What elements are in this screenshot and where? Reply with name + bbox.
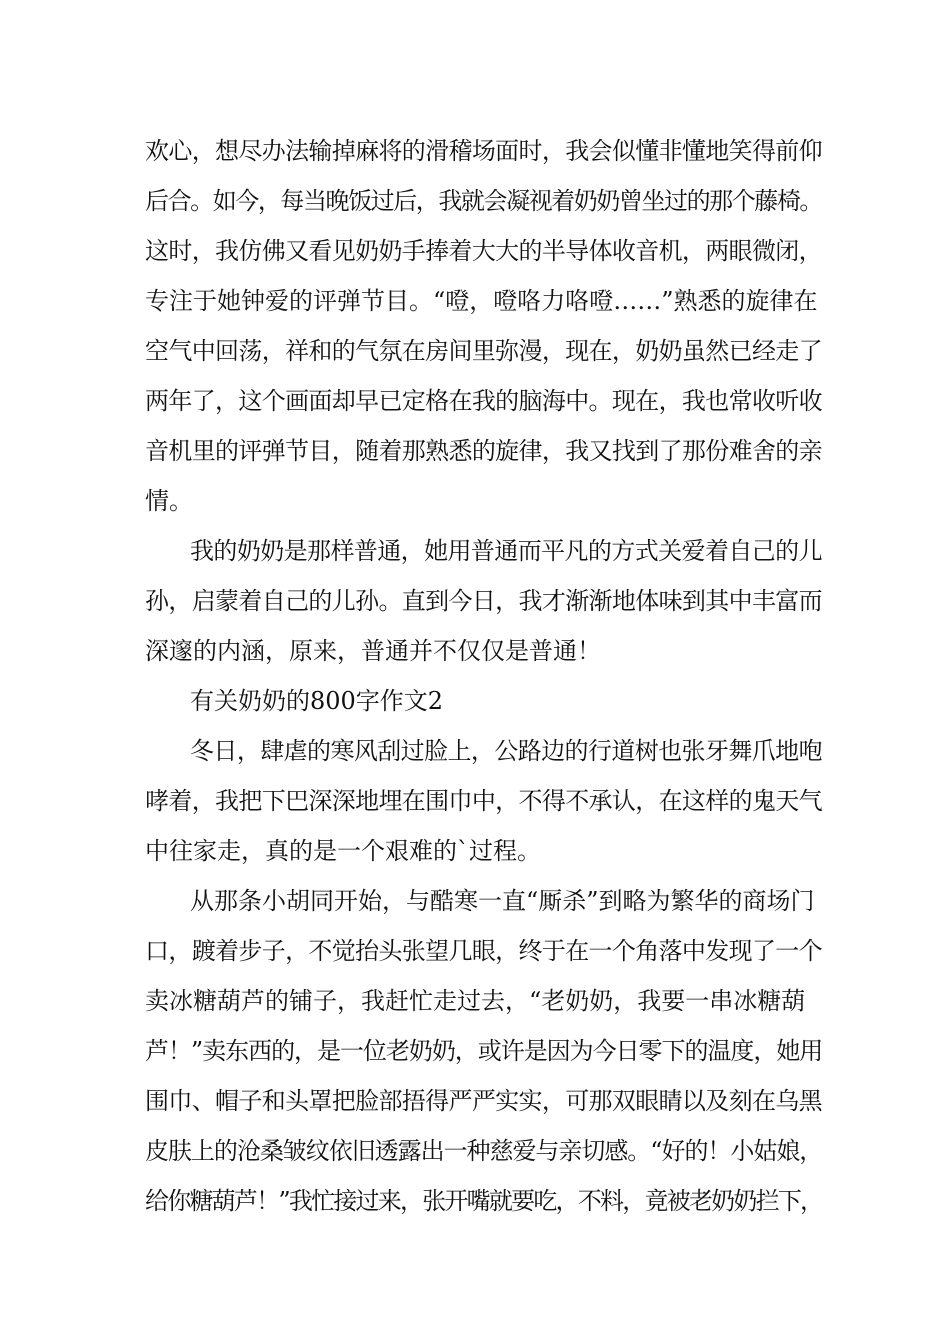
text-line: 音机里的评弹节目，随着那熟悉的旋律，我又找到了那份难舍的亲	[145, 437, 822, 465]
text-line: 欢心，想尽办法输掉麻将的滑稽场面时，我会似懂非懂地笑得前仰	[145, 137, 822, 165]
text-line: 卖冰糖葫芦的铺子，我赶忙走过去，“老奶奶，我要一串冰糖葫	[145, 987, 806, 1015]
paragraph-first-line: 从那条小胡同开始，与酷寒一直“厮杀”到略为繁华的商场门	[190, 887, 815, 915]
text-line: 围巾、帽子和头罩把脸部捂得严严实实，可那双眼睛以及刻在乌黑	[145, 1087, 822, 1115]
paragraph-first-line: 冬日，肆虐的寒风刮过脸上，公路边的行道树也张牙舞爪地咆	[190, 737, 822, 765]
text-line: 皮肤上的沧桑皱纹依旧透露出一种慈爱与亲切感。“好的！小姑娘，	[145, 1137, 823, 1165]
text-line: 口，踱着步子，不觉抬头张望几眼，终于在一个角落中发现了一个	[145, 937, 822, 965]
text-line: 芦！”卖东西的，是一位老奶奶，或许是因为今日零下的温度，她用	[145, 1037, 823, 1065]
text-line: 孙，启蒙着自己的儿孙。直到今日，我才渐渐地体味到其中丰富而	[145, 587, 822, 615]
section-heading: 有关奶奶的800字作文2	[190, 687, 444, 715]
text-line: 中往家走，真的是一个艰难的`过程。	[145, 837, 541, 865]
text-line: 空气中回荡，祥和的气氛在房间里弥漫，现在，奶奶虽然已经走了	[145, 337, 822, 365]
text-line: 给你糖葫芦！”我忙接过来，张开嘴就要吃，不料，竟被老奶奶拦下，	[145, 1187, 823, 1215]
text-line: 两年了，这个画面却早已定格在我的脑海中。现在，我也常收听收	[145, 387, 822, 415]
text-line: 情。	[145, 487, 193, 515]
text-line: 哮着，我把下巴深深地埋在围巾中，不得不承认，在这样的鬼天气	[145, 787, 822, 815]
text-line: 后合。如今，每当晚饭过后，我就会凝视着奶奶曾坐过的那个藤椅。	[145, 187, 822, 215]
text-line: 专注于她钟爱的评弹节目。“噔，噔咯力咯噔……”熟悉的旋律在	[145, 287, 818, 315]
paragraph-first-line: 我的奶奶是那样普通，她用普通而平凡的方式关爱着自己的儿	[190, 537, 822, 565]
text-line: 深邃的内涵，原来，普通并不仅仅是普通！	[145, 637, 601, 665]
text-line: 这时，我仿佛又看见奶奶手捧着大大的半导体收音机，两眼微闭，	[145, 237, 822, 265]
